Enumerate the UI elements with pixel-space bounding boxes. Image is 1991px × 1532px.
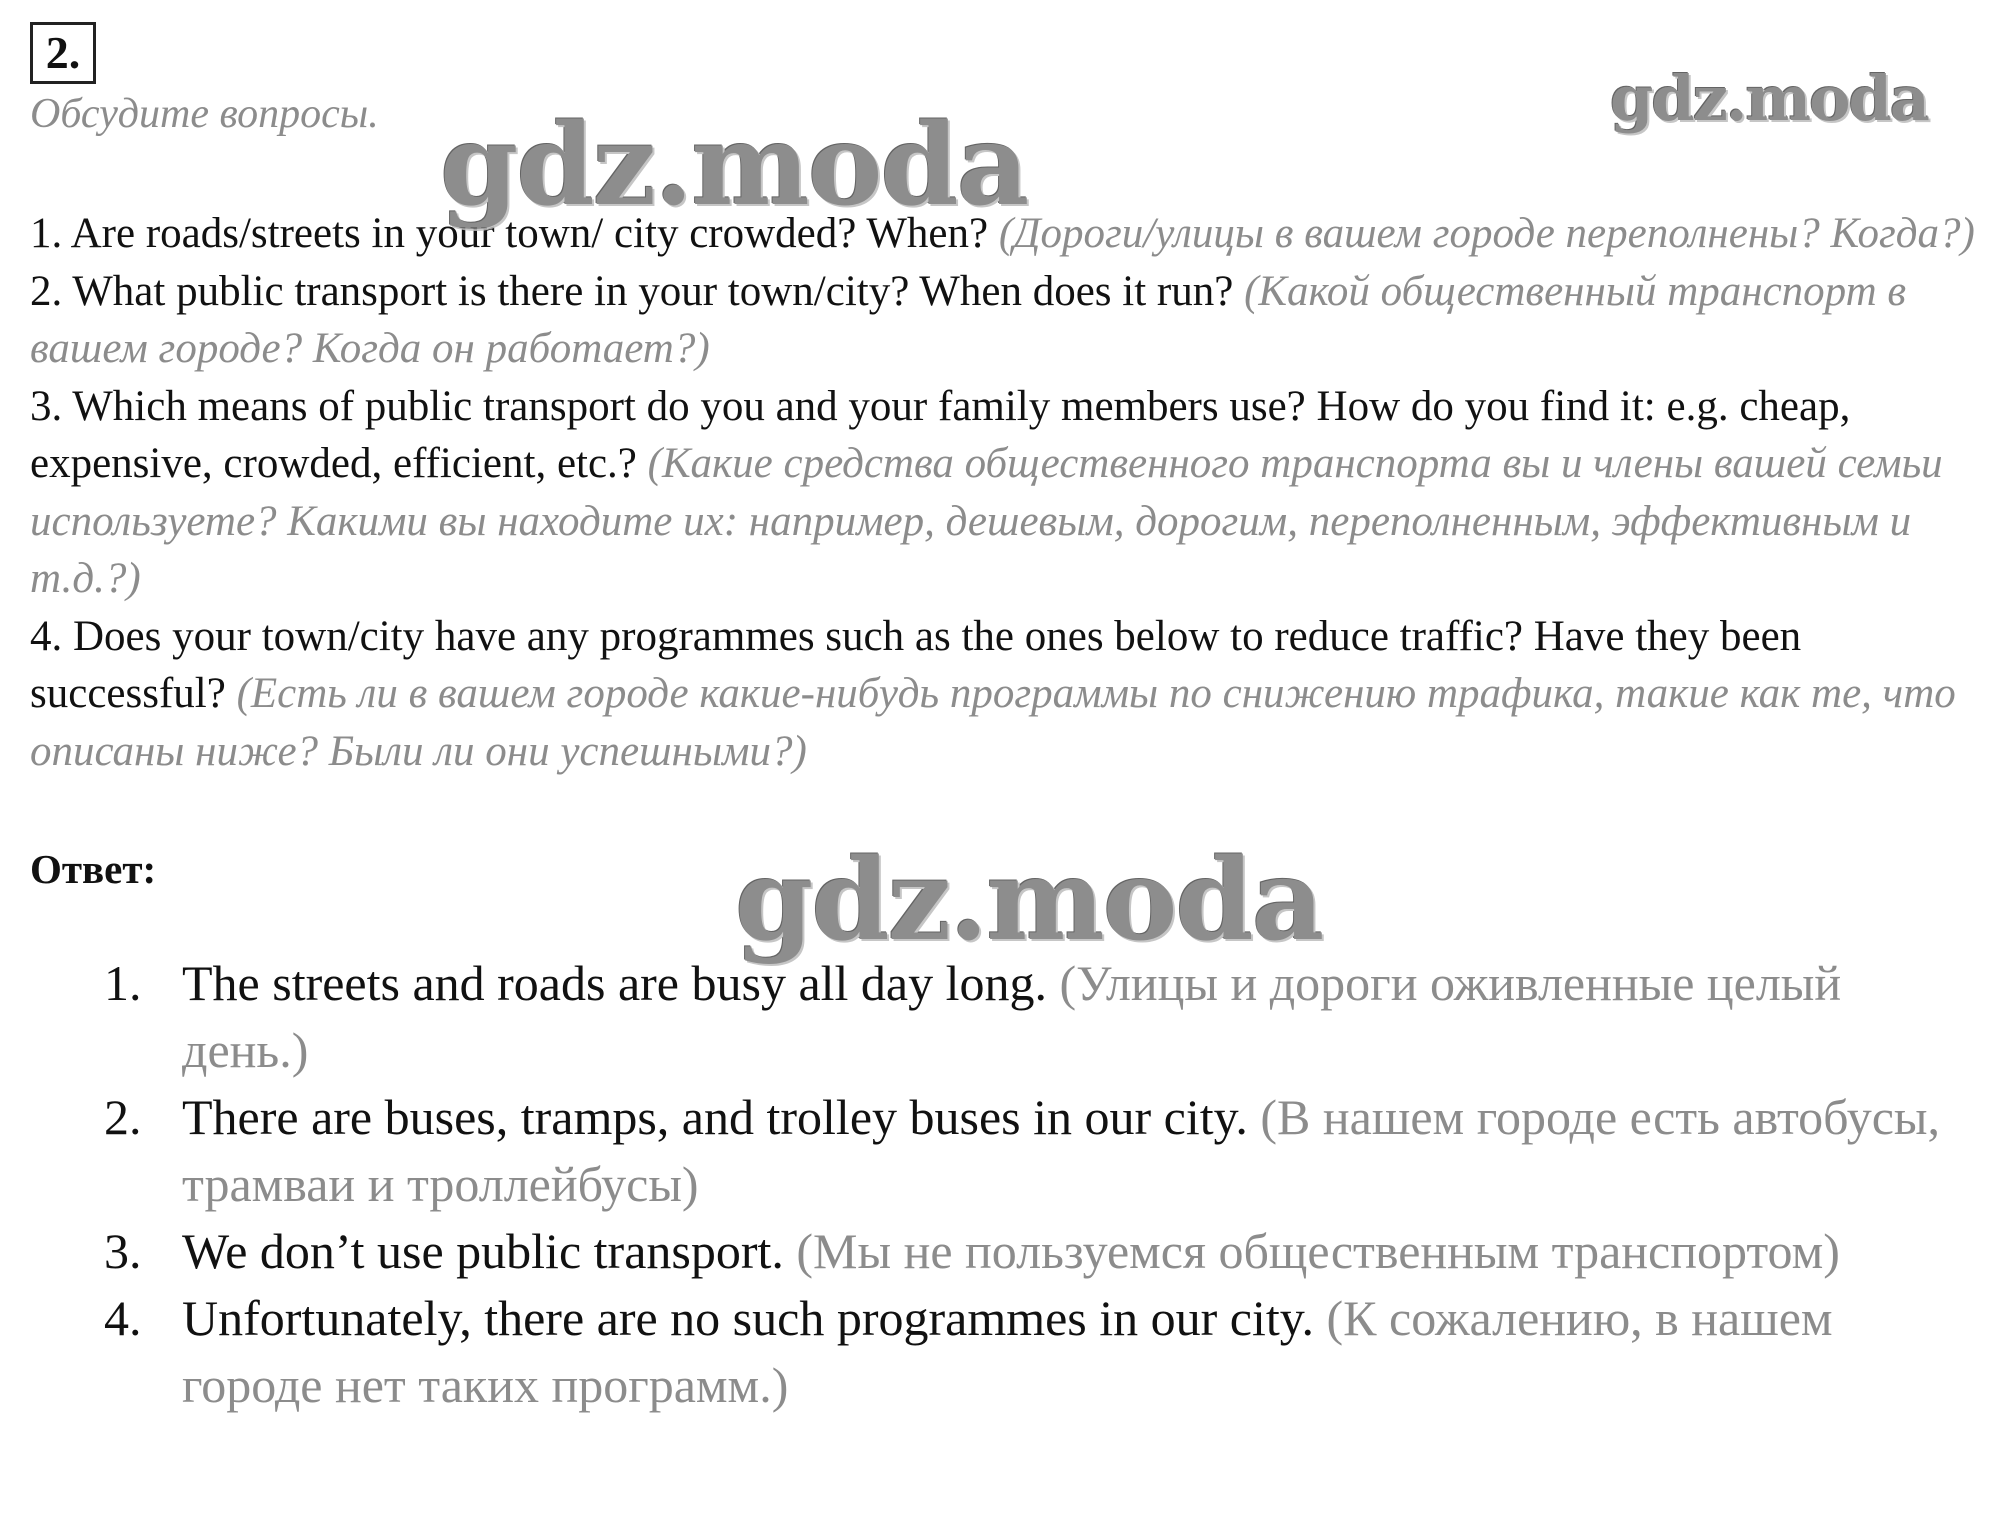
- answer-heading: Ответ:: [30, 846, 157, 892]
- question-2: [30, 263, 1980, 378]
- task-number-box: 2.: [30, 22, 96, 84]
- answer-4-english: Unfortunately, there are no such programmes in our city.: [182, 1290, 1315, 1346]
- answer-3-number: 3.: [104, 1223, 142, 1279]
- question-1-english: 1. Are roads/streets in your town/ city crowded? When?: [30, 210, 989, 257]
- answer-4: [90, 1285, 1970, 1419]
- task-instruction: Обсудите вопросы.: [30, 91, 379, 137]
- questions-block: [30, 205, 1980, 780]
- question-2-english: 2. What public transport is there in your town/city? When does it run?: [30, 267, 1234, 315]
- answer-2-english: There are buses, tramps, and trolley buses in our city.: [182, 1089, 1248, 1145]
- question-3-english: 3. Which means of public transport do you and your family members use? How do you find it: e.g. cheap, expensive, crowded, efficient, etc.?: [30, 382, 1851, 487]
- watermark-top-right: gdz.moda: [1610, 62, 1928, 135]
- answer-4-russian: (К сожалению, в нашем городе нет таких программ.): [182, 1290, 1833, 1413]
- answer-1-number: 1.: [104, 955, 142, 1011]
- answer-3-russian: (Мы не пользуемся общественным транспортом): [796, 1223, 1840, 1279]
- answer-2-number: 2.: [104, 1089, 142, 1145]
- answer-4-number: 4.: [104, 1290, 142, 1346]
- question-1-russian: (Дороги/улицы в вашем городе переполнены? Когда?): [998, 210, 1975, 257]
- question-3-russian: (Какие средства общественного транспорта вы и члены вашей семьи используете? Какими вы находите их: например, дешевым, дорогим, переполненным, эффективным и т.д.?): [30, 440, 1943, 602]
- answer-1: [90, 950, 1970, 1084]
- answer-1-english: The streets and roads are busy all day long.: [182, 955, 1048, 1011]
- question-4: [30, 608, 1980, 781]
- answer-3-english: We don’t use public transport.: [182, 1223, 784, 1279]
- question-4-english: 4. Does your town/city have any programmes such as the ones below to reduce traffic? Have they been successful?: [30, 612, 1802, 717]
- watermark-upper: gdz.moda: [440, 100, 1028, 231]
- answer-2-russian: (В нашем городе есть автобусы, трамваи и троллейбусы): [182, 1089, 1940, 1212]
- answer-2: [90, 1084, 1970, 1218]
- question-2-russian: (Какой общественный транспорт в вашем городе? Когда он работает?): [30, 267, 1907, 372]
- answer-1-russian: (Улицы и дороги оживленные целый день.): [182, 955, 1842, 1078]
- question-3: [30, 378, 1980, 608]
- question-4-russian: (Есть ли в вашем городе какие-нибудь программы по снижению трафика, такие как те, что описаны ниже? Были ли они успешными?): [30, 670, 1956, 775]
- answers-list: [90, 950, 1970, 1419]
- answer-3: [90, 1218, 1970, 1285]
- watermark-lower: gdz.moda: [735, 835, 1323, 966]
